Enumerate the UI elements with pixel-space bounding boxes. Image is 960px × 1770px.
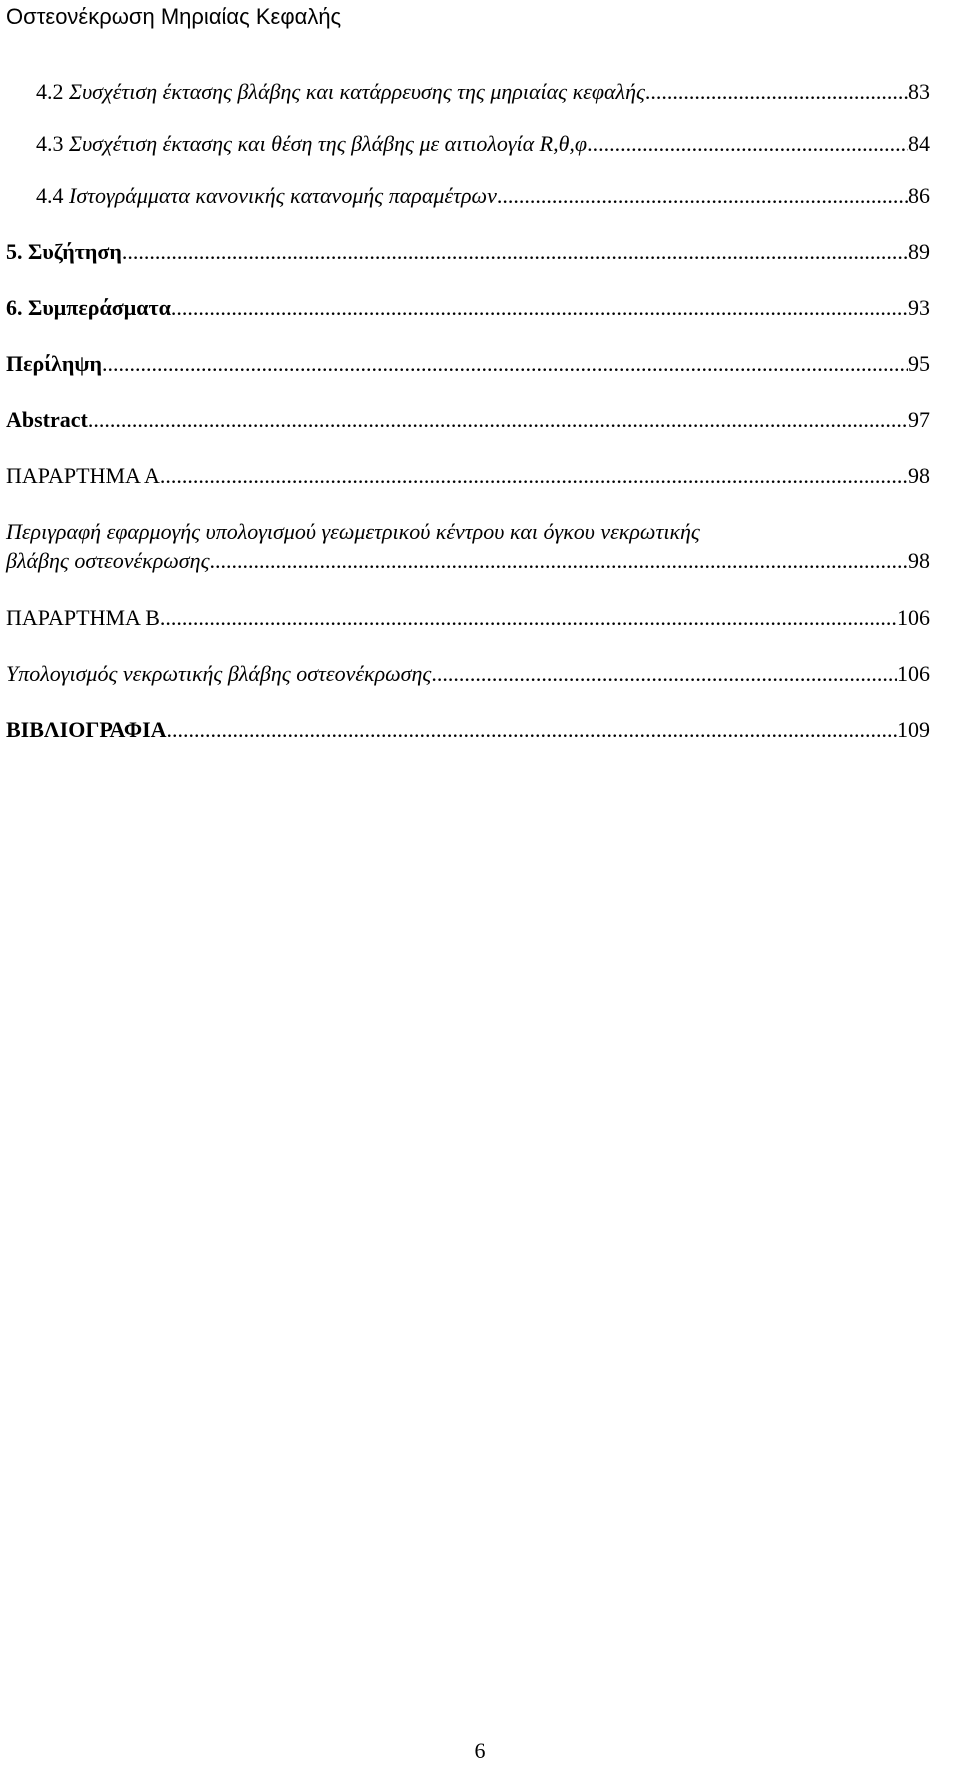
toc-entry-page: 98: [908, 548, 930, 573]
toc-entry-page: 89: [908, 239, 930, 264]
toc-entry-discussion[interactable]: [6, 238, 930, 266]
toc-entry-page: 109: [897, 717, 930, 742]
toc-entry-label: 6. Συμπεράσματα: [6, 295, 171, 320]
toc-leader-dots: [645, 78, 908, 106]
toc-entry-4-2[interactable]: [36, 78, 930, 106]
toc-entry-appendix-a-description[interactable]: [6, 547, 930, 575]
toc-entry-label: ΒΙΒΛΙΟΓΡΑΦΙΑ: [6, 717, 167, 742]
toc-entry-page: 84: [908, 131, 930, 156]
toc-entry-page: 106: [897, 661, 930, 686]
toc-leader-dots: [587, 130, 908, 158]
toc-leader-dots: [160, 604, 897, 632]
page-number: 6: [474, 1738, 486, 1763]
toc-entry-number: 4.4: [36, 183, 64, 208]
toc-entry-label: Συσχέτιση έκτασης βλάβης και κατάρρευσης της μηριαίας κεφαλής: [69, 79, 645, 104]
toc-entry-label: Ιστογράμματα κανονικής κατανομής παραμέτρων: [69, 183, 497, 208]
toc-leader-dots: [88, 406, 908, 434]
toc-entry-label: 5. Συζήτηση: [6, 239, 122, 264]
toc-entry-label: Υπολογισμός νεκρωτικής βλάβης οστεονέκρωσης: [6, 661, 432, 686]
toc-entry-appendix-b[interactable]: [6, 604, 930, 632]
toc-entry-bibliography[interactable]: [6, 716, 930, 744]
toc-entry-page: 95: [908, 351, 930, 376]
toc-entry-page: 83: [908, 79, 930, 104]
toc-entry-label: ΠΑΡΑΡΤΗΜΑ Β: [6, 605, 160, 630]
toc-leader-dots: [167, 716, 897, 744]
toc-entry-number: 4.3: [36, 131, 64, 156]
toc-entry-appendix-a[interactable]: [6, 462, 930, 490]
toc-entry-abstract[interactable]: [6, 406, 930, 434]
toc-leader-dots: [431, 660, 897, 688]
running-header: Οστεονέκρωση Μηριαίας Κεφαλής: [6, 4, 342, 29]
toc-entry-page: 98: [908, 463, 930, 488]
toc-entry-appendix-a-description-line1[interactable]: Περιγραφή εφαρμογής υπολογισμού γεωμετρικού κέντρου και όγκου νεκρωτικής: [6, 519, 700, 544]
toc-leader-dots: [497, 182, 908, 210]
toc-entry-4-3[interactable]: [36, 130, 930, 158]
toc-entry-label: Abstract: [6, 407, 88, 432]
toc-entry-page: 93: [908, 295, 930, 320]
toc-entry-page: 86: [908, 183, 930, 208]
toc-entry-4-4[interactable]: [36, 182, 930, 210]
toc-leader-dots: [210, 547, 909, 575]
toc-entry-label: ΠΑΡΑΡΤΗΜΑ Α: [6, 463, 160, 488]
toc-leader-dots: [171, 294, 908, 322]
toc-entry-page: 97: [908, 407, 930, 432]
toc-leader-dots: [160, 462, 908, 490]
toc-entry-appendix-b-description[interactable]: [6, 660, 930, 688]
toc-entry-number: 4.2: [36, 79, 64, 104]
toc-entry-conclusions[interactable]: [6, 294, 930, 322]
toc-leader-dots: [122, 238, 908, 266]
toc-entry-summary-greek[interactable]: [6, 350, 930, 378]
toc-entry-label: Περίληψη: [6, 351, 103, 376]
toc-entry-label: Συσχέτιση έκτασης και θέση της βλάβης με αιτιολογία R,θ,φ: [69, 131, 588, 156]
toc-entry-page: 106: [897, 605, 930, 630]
toc-entry-label: βλάβης οστεονέκρωσης: [6, 548, 210, 573]
toc-leader-dots: [102, 350, 908, 378]
